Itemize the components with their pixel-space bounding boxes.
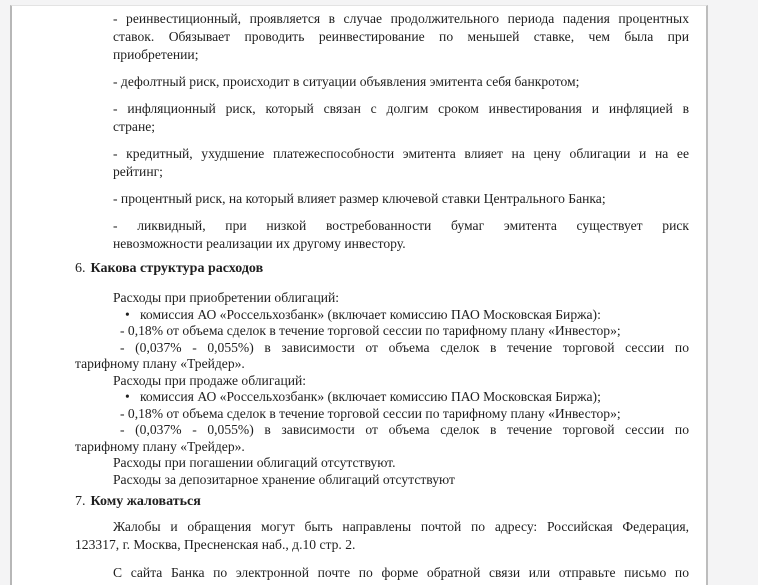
section-7-heading [75,493,689,511]
line-text: рейтинг; [113,164,163,179]
document-page [10,5,708,585]
risk-line [113,100,689,118]
cost-line [75,356,689,373]
risk-line [113,163,689,181]
line-text: - 0,18% от объема сделок в течение торговой сессии по тарифному плану «Инвестор»; [120,405,621,421]
risk-line [113,73,689,91]
section-6-title: Какова структура расходов [90,261,264,276]
cost-line [113,455,689,472]
section-6-number: 6. [75,261,86,276]
line-text: - реинвестиционный, проявляется в случае продолжительного периода падения процентных [113,11,689,26]
line-text: - инфляционный риск, который связан с долгим сроком инвестирования и инфляцией в [113,101,689,116]
line-text: - (0,037% - 0,055%) в зависимости от объема сделок в течение торговой сессии по [120,422,689,437]
section-7-number: 7. [75,494,86,509]
risk-line [113,118,689,136]
cost-line [125,307,689,324]
line-text: - 0,18% от объема сделок в течение торговой сессии по тарифному плану «Инвестор»; [120,323,621,338]
line-text: Расходы при приобретении облигаций: [113,290,340,305]
cost-line [120,406,689,423]
cost-line [120,422,689,439]
risk-line [113,217,689,235]
line-text: стране; [113,119,156,134]
cost-line [120,340,689,357]
bullet-icon: • [125,389,130,404]
cost-line [113,472,689,489]
section-6-heading [75,260,689,278]
line-text: - процентный риск, на который влияет размер ключевой ставки Центрального Банка; [113,191,606,206]
line-text: комиссия АО «Россельхозбанк» (включает комиссию ПАО Московская Биржа); [140,389,601,404]
risk-line [113,145,689,163]
cost-line [113,373,689,390]
line-text: - дефолтный риск, происходит в ситуации объявления эмитента себя банкротом; [113,74,580,89]
risk-line [113,190,689,208]
line-text: ставок. Обязывает проводить реинвестирование по меньшей ставке, чем была при [113,29,689,44]
paragraph-line [113,518,689,536]
cost-line [113,290,689,307]
risk-line [113,235,689,253]
line-text: невозможности реализации их другому инвестору. [113,236,406,251]
line-text: Расходы при погашении облигаций отсутствуют. [113,455,396,470]
costs-list [75,290,689,488]
line-text: приобретении; [113,47,199,62]
line-text: - (0,037% - 0,055%) в зависимости от объема сделок в течение торговой сессии по [120,339,689,355]
risk-line [113,10,689,28]
line-text: С сайта Банка по электронной почте по форме обратной связи или отправьте письмо по [113,565,689,580]
bullet-icon: • [125,306,130,322]
line-text: тарифному плану «Трейдер». [75,438,245,454]
line-text: Жалобы и обращения могут быть направлены почтой по адресу: Российская Федерация, [113,519,689,534]
paragraph-line [113,564,689,582]
risk-line [113,28,689,46]
line-text: 123317, г. Москва, Пресненская наб., д.10 стр. 2. [75,536,356,552]
line-text: Расходы при продаже облигаций: [113,372,307,388]
complaints-paragraphs [75,518,689,582]
line-text: - ликвидный, при низкой востребованности бумаг эмитента существует риск [113,218,689,233]
line-text: Расходы за депозитарное хранение облигаций отсутствуют [113,471,455,487]
cost-line [75,439,689,456]
risk-list [113,10,689,253]
paragraph-line [75,536,689,554]
line-text: тарифному плану «Трейдер». [75,356,245,371]
risk-line [113,46,689,64]
line-text: комиссия АО «Россельхозбанк» (включает комиссию ПАО Московская Биржа): [140,306,601,322]
cost-line [120,323,689,340]
line-text: - кредитный, ухудшение платежеспособности эмитента влияет на цену облигации и на ее [113,146,689,161]
page-content [12,6,706,582]
section-7-title: Кому жаловаться [90,494,201,509]
cost-line [125,389,689,406]
